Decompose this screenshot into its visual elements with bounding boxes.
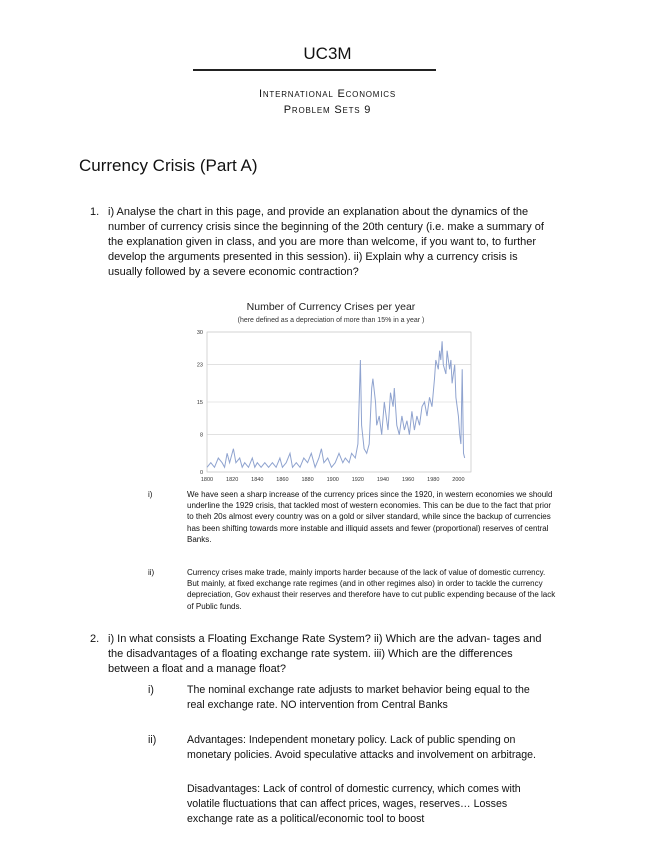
y-tick-label: 30	[196, 330, 203, 336]
header-rule	[193, 69, 436, 71]
chart-grid	[207, 332, 471, 472]
question-1-text: i) Analyse the chart in this page, and provide an explanation about the dynamics of the number of currency crisis since the beginning of the 20th century (i.e. make a summary of the explanation given in class, and you are more than welcome, if you want to, to further develop the arguments presented in this session). ii) Explain why a currency crisis is usually followed by a severe economic contraction?	[108, 206, 544, 278]
series-line	[207, 341, 465, 467]
university-name: UC3M	[303, 44, 352, 63]
y-tick-label: 15	[196, 400, 203, 406]
question-2-number: 2.	[90, 633, 100, 645]
question-1-number: 1.	[90, 206, 100, 218]
y-tick-label: 23	[196, 362, 203, 369]
q2-answer-1-text: The nominal exchange rate adjusts to market behavior being equal to the real exchange rate. NO intervention from Central Banks	[187, 684, 530, 711]
x-tick-label: 1980	[427, 477, 440, 483]
x-tick-label: 1840	[251, 477, 264, 483]
q2-answer-3-text: Disadvantages: Lack of control of domestic currency, which comes with volatile fluctuations that can affect prices, wages, reserves… Losses exchange rate as a political/economic tool to boost	[187, 783, 521, 825]
course-title	[0, 86, 655, 118]
y-tick-label: 8	[199, 432, 203, 439]
x-tick-label: 1940	[376, 477, 390, 483]
chart-title: Number of Currency Crises per year	[246, 301, 416, 313]
x-tick-label: 1800	[200, 477, 214, 483]
y-tick-label: 0	[199, 470, 203, 476]
chart-subtitle: (here defined as a depreciation of more than 15% in a year )	[237, 317, 425, 324]
x-tick-label: 1900	[326, 477, 339, 483]
q1-answer-1-text: We have seen a sharp increase of the currency prices since the 1920, in western economies we should underline the 1929 crisis, that tackled most of western economies. This can be due to the fact that prior to theh 20s almost every country was on a gold or silver standard, while since the backup of currencies has been shifting towards more instable and illiquid assets and fewer (proportional) reserves of central Banks.	[187, 490, 553, 544]
chart-x-ticks	[201, 477, 465, 483]
question-2-text: i) In what consists a Floating Exchange Rate System? ii) Which are the advan- tages and the disadvantages of a floating exchange rate system. iii) Which are the differences between a float and a manage float?	[108, 633, 542, 675]
x-tick-label: 1880	[301, 477, 314, 483]
section-title: Currency Crisis (Part A)	[79, 156, 258, 175]
currency-crises-chart	[185, 298, 477, 486]
q2-answer-2-text: Advantages: Independent monetary policy. Lack of public spending on monetary policies. Avoid speculative attacks and involvement on arbitrage.	[187, 734, 537, 761]
x-tick-label: 1960	[402, 477, 415, 483]
x-tick-label: 1860	[276, 477, 289, 483]
q1-answer-1-marker: i)	[148, 490, 153, 499]
q2-answer-2-marker: ii)	[148, 734, 157, 746]
q1-answer-2-text: Currency crises make trade, mainly imports harder because of the lack of value of domestic currency. But mainly, at fixed exchange rate regimes (and in other regimes also) in order to tackle the currency depreciation, Gov exhaust their reserves and therefore have to cut public expending because of the lack of Public funds.	[187, 568, 556, 611]
x-tick-label: 2000	[452, 477, 465, 483]
x-tick-label: 1820	[226, 477, 239, 483]
x-tick-label: 1920	[351, 477, 364, 483]
chart-y-ticks	[197, 330, 203, 476]
q2-answer-1-marker: i)	[148, 684, 154, 696]
course-name: International Economics	[258, 88, 397, 100]
q1-answer-2-marker: ii)	[148, 568, 155, 577]
problem-set-label: Problem Sets 9	[283, 104, 372, 116]
